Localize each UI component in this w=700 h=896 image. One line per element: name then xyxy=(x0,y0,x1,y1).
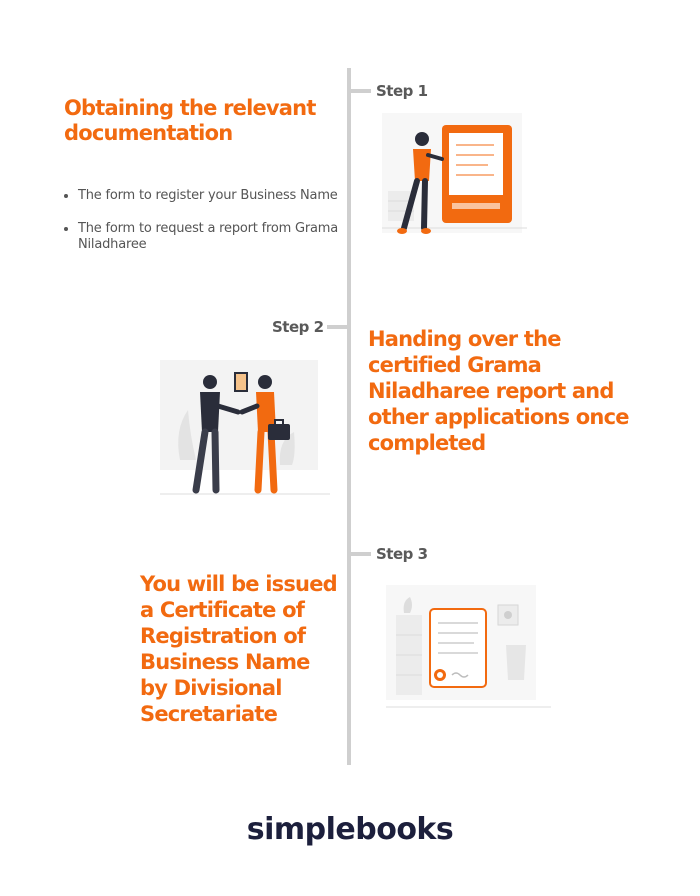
step-1-bullet-list xyxy=(62,188,358,270)
step-2-marker xyxy=(327,325,347,329)
list-item: • The form to request a report from Grama Niladharee xyxy=(78,221,358,253)
step-2-label: Step 2 xyxy=(272,318,324,336)
step-3-marker xyxy=(351,552,371,556)
step-1-title: Obtaining the relevant documentation xyxy=(64,96,316,145)
documents-illustration xyxy=(382,113,532,243)
step-3-label: Step 3 xyxy=(376,545,428,563)
timeline-line xyxy=(347,68,351,765)
step-3-title: You will be issued a Certificate of Registration of Business Name by Divisional Secretariate xyxy=(140,572,337,726)
certificate-illustration xyxy=(386,585,556,715)
step-2-title: Handing over the certified Grama Niladharee report and other applications once completed xyxy=(368,327,629,455)
simplebooks-logo[interactable]: simplebooks xyxy=(246,812,454,847)
step-1-marker xyxy=(351,89,371,93)
handshake-illustration xyxy=(160,360,335,505)
list-item: • The form to register your Business Name xyxy=(78,188,358,204)
step-1-label: Step 1 xyxy=(376,82,428,100)
